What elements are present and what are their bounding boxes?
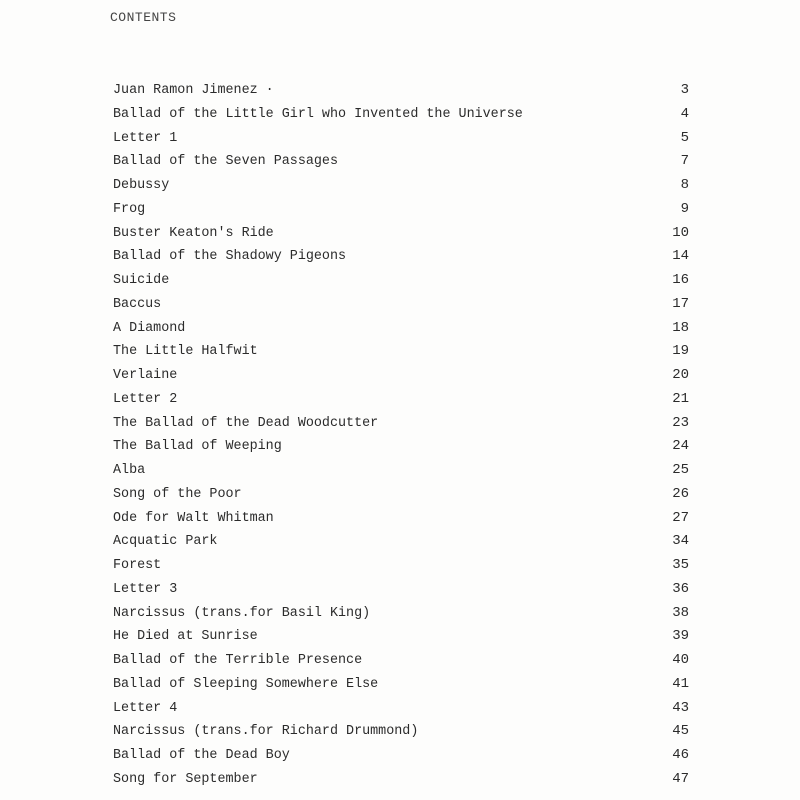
toc-entry-page-number: 35 bbox=[672, 557, 689, 573]
toc-entry-title: Ballad of the Seven Passages bbox=[113, 154, 338, 170]
toc-entry-page-number: 9 bbox=[680, 200, 689, 217]
toc-entry bbox=[113, 554, 689, 578]
toc-entry-title: Ballad of the Little Girl who Invented the Universe bbox=[113, 106, 523, 122]
toc-entry-title: The Ballad of the Dead Woodcutter bbox=[113, 415, 379, 431]
toc-entry-title: Forest bbox=[113, 558, 162, 573]
toc-entry-title: Song for September bbox=[113, 771, 258, 787]
toc-entry-page-number: 21 bbox=[672, 390, 689, 407]
toc-entry-page-number: 25 bbox=[672, 462, 689, 478]
toc-entry bbox=[113, 127, 689, 151]
toc-entry-page-number: 41 bbox=[672, 675, 689, 692]
toc-entry-page-number: 3 bbox=[680, 82, 689, 98]
toc-entry-page-number: 43 bbox=[672, 699, 689, 716]
toc-entry bbox=[113, 317, 689, 341]
toc-entry-title: Juan Ramon Jimenez · bbox=[113, 83, 274, 98]
toc-entry-page-number: 46 bbox=[672, 747, 689, 763]
toc-entry-page-number: 26 bbox=[672, 485, 689, 502]
toc-entry-page-number: 19 bbox=[672, 343, 689, 360]
toc-entry-title: He Died at Sunrise bbox=[113, 629, 258, 645]
toc-entry bbox=[113, 340, 689, 364]
toc-entry bbox=[113, 198, 689, 222]
toc-entry-page-number: 45 bbox=[672, 723, 689, 740]
toc-entry-page-number: 14 bbox=[672, 248, 689, 265]
toc-entry-title: Suicide bbox=[113, 273, 170, 288]
toc-entry-title: A Diamond bbox=[113, 320, 186, 336]
toc-entry-page-number: 8 bbox=[680, 177, 689, 193]
toc-entry-title: Letter 1 bbox=[113, 130, 178, 146]
toc-entry-page-number: 27 bbox=[672, 509, 689, 526]
toc-entry bbox=[113, 364, 689, 388]
table-of-contents bbox=[113, 79, 689, 792]
toc-entry bbox=[113, 697, 689, 721]
toc-entry-title: Acquatic Park bbox=[113, 534, 218, 550]
toc-entry bbox=[113, 412, 689, 436]
toc-entry bbox=[113, 578, 689, 602]
toc-entry-title: Frog bbox=[113, 201, 146, 217]
toc-entry bbox=[113, 483, 689, 507]
toc-entry bbox=[113, 293, 689, 317]
toc-entry-title: Narcissus (trans.for Richard Drummond) bbox=[113, 724, 419, 740]
toc-entry-title: Alba bbox=[113, 463, 146, 478]
toc-entry-title: Verlaine bbox=[113, 368, 178, 383]
toc-entry bbox=[113, 768, 689, 792]
toc-entry-page-number: 10 bbox=[672, 224, 689, 241]
toc-entry-title: Ode for Walt Whitman bbox=[113, 510, 274, 526]
toc-entry-title: Ballad of the Shadowy Pigeons bbox=[113, 249, 347, 265]
toc-entry-title: Ballad of the Terrible Presence bbox=[113, 653, 363, 668]
toc-entry bbox=[113, 744, 689, 768]
toc-entry-page-number: 39 bbox=[672, 628, 689, 645]
toc-entry-title: Buster Keaton's Ride bbox=[113, 225, 274, 241]
toc-entry bbox=[113, 625, 689, 649]
toc-entry bbox=[113, 103, 689, 127]
toc-entry bbox=[113, 649, 689, 673]
toc-entry bbox=[113, 459, 689, 483]
toc-entry-page-number: 20 bbox=[672, 367, 689, 383]
toc-entry-title: Song of the Poor bbox=[113, 486, 242, 502]
toc-entry-page-number: 34 bbox=[672, 533, 689, 550]
toc-entry-page-number: 16 bbox=[672, 272, 689, 288]
toc-entry-page-number: 24 bbox=[672, 438, 689, 455]
toc-entry-title: The Little Halfwit bbox=[113, 344, 258, 360]
toc-entry-title: Narcissus (trans.for Basil King) bbox=[113, 605, 371, 621]
toc-entry-page-number: 18 bbox=[672, 319, 689, 336]
toc-entry-title: Letter 3 bbox=[113, 581, 178, 597]
toc-entry-title: Ballad of the Dead Boy bbox=[113, 748, 290, 763]
toc-entry-page-number: 47 bbox=[672, 770, 689, 787]
toc-entry bbox=[113, 388, 689, 412]
toc-entry-page-number: 5 bbox=[680, 129, 689, 146]
toc-entry-page-number: 23 bbox=[672, 414, 689, 431]
toc-entry bbox=[113, 245, 689, 269]
toc-entry bbox=[113, 720, 689, 744]
toc-entry-page-number: 7 bbox=[680, 153, 689, 170]
toc-entry-title: Baccus bbox=[113, 296, 162, 312]
toc-entry bbox=[113, 174, 689, 198]
toc-entry bbox=[113, 602, 689, 626]
toc-entry-page-number: 17 bbox=[672, 295, 689, 312]
toc-entry bbox=[113, 673, 689, 697]
toc-entry-title: The Ballad of Weeping bbox=[113, 439, 282, 455]
toc-entry-page-number: 36 bbox=[672, 580, 689, 597]
toc-entry-title: Debussy bbox=[113, 178, 170, 193]
toc-entry-page-number: 38 bbox=[672, 604, 689, 621]
toc-entry-page-number: 4 bbox=[680, 105, 689, 122]
toc-entry-title: Ballad of Sleeping Somewhere Else bbox=[113, 676, 379, 692]
toc-entry bbox=[113, 435, 689, 459]
contents-heading: CONTENTS bbox=[110, 10, 177, 25]
toc-entry-title: Letter 2 bbox=[113, 391, 178, 407]
toc-entry bbox=[113, 222, 689, 246]
toc-entry bbox=[113, 269, 689, 293]
toc-entry-page-number: 40 bbox=[672, 652, 689, 668]
toc-entry bbox=[113, 530, 689, 554]
toc-entry bbox=[113, 79, 689, 103]
toc-entry bbox=[113, 150, 689, 174]
toc-entry bbox=[113, 507, 689, 531]
toc-entry-title: Letter 4 bbox=[113, 700, 178, 716]
